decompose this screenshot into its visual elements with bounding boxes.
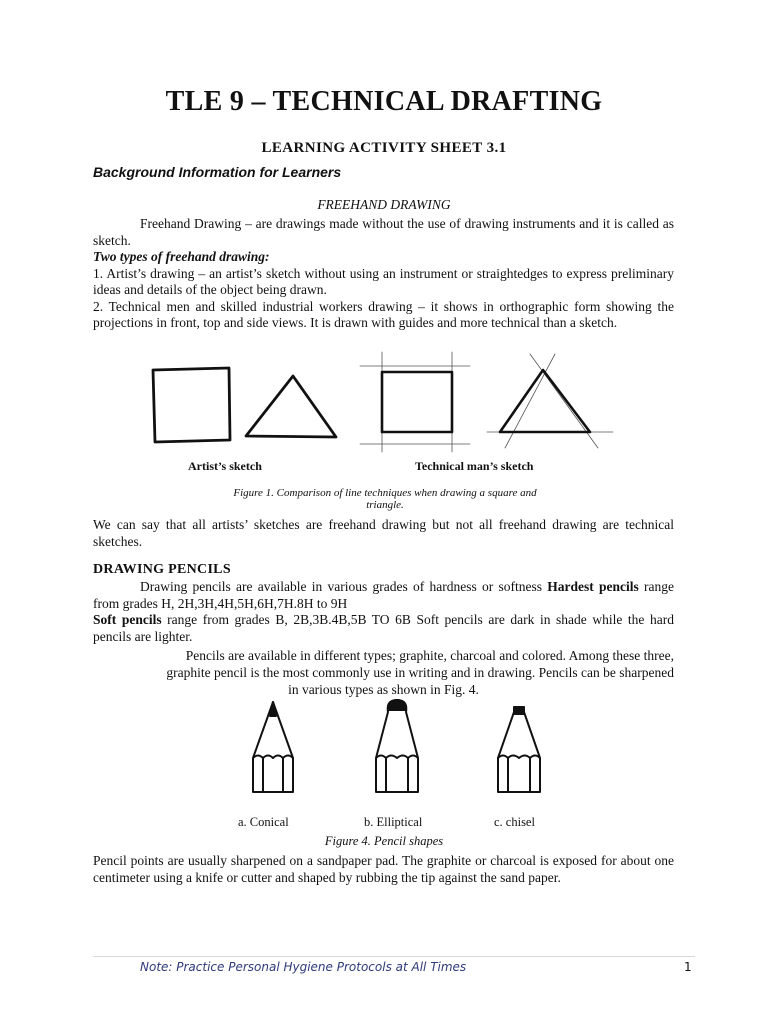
pencil-types-line2: graphite pencil is the most commonly use in writing and in drawing. Pencils can be sharpened bbox=[166, 665, 674, 680]
label-conical: a. Conical bbox=[238, 815, 289, 829]
footer-note: Note: Practice Personal Hygiene Protocols at All Times bbox=[140, 960, 467, 974]
figure1-caption-line2: triangle. bbox=[366, 499, 404, 511]
artist-triangle bbox=[246, 376, 336, 437]
types-heading: Two types of freehand drawing: bbox=[93, 249, 270, 264]
hardest-pencils-term: Hardest pencils bbox=[547, 579, 639, 594]
hard-pencils-intro: Drawing pencils are available in various grades of hardness or softness bbox=[140, 579, 548, 594]
pencil-types-line3: in various types as shown in Fig. 4. bbox=[288, 682, 479, 697]
hard-pencils-grades: range from grades H, 2H,3H,4H,5H,6H,7H.8H to 9H bbox=[93, 579, 674, 611]
pencils-section bbox=[93, 579, 674, 645]
label-elliptical: b. Elliptical bbox=[364, 815, 423, 829]
freehand-section bbox=[93, 216, 674, 332]
soft-pencils-term: Soft pencils bbox=[93, 612, 162, 627]
technical-square bbox=[382, 372, 452, 432]
page-title: TLE 9 – TECHNICAL DRAFTING bbox=[165, 86, 603, 117]
closing-paragraph: Pencil points are usually sharpened on a sandpaper pad. The graphite or charcoal is exposed for about one centimeter using a knife or cutter and shaped by rubbing the tip against the sand paper. bbox=[93, 853, 674, 885]
freehand-heading: FREEHAND DRAWING bbox=[317, 197, 451, 212]
soft-pencils-grades: range from grades B, 2B,3B.4B,5B TO 6B Soft pencils are dark in shade while the hard pencils are lighter. bbox=[93, 612, 674, 644]
figure4-caption: Figure 4. Pencil shapes bbox=[324, 834, 444, 848]
conclusion-paragraph: We can say that all artists’ sketches are freehand drawing but not all freehand drawing are technical sketches. bbox=[93, 517, 674, 549]
elliptical-pencil bbox=[376, 700, 418, 792]
figure1-caption bbox=[160, 487, 610, 511]
label-chisel: c. chisel bbox=[494, 815, 535, 829]
freehand-definition: Freehand Drawing – are drawings made without the use of drawing instruments and it is called as sketch. bbox=[93, 216, 674, 248]
page-number: 1 bbox=[684, 960, 692, 974]
soft-pencils-paragraph bbox=[93, 612, 674, 645]
drawing-pencils-heading: DRAWING PENCILS bbox=[93, 562, 231, 577]
pencil-types-paragraph bbox=[93, 647, 674, 698]
technical-sketch-label: Technical man’s sketch bbox=[415, 459, 534, 473]
technical-triangle bbox=[500, 370, 590, 432]
pencil-types-line1: Pencils are available in different types; graphite, charcoal and colored. Among these three, bbox=[185, 648, 674, 663]
figure1-caption-line1: Figure 1. Comparison of line techniques when drawing a square and bbox=[233, 487, 537, 499]
background-info-label: Background Information for Learners bbox=[93, 164, 342, 180]
artist-square bbox=[153, 368, 230, 442]
figure1-illustration bbox=[0, 352, 768, 482]
type-technical-drawing: 2. Technical men and skilled industrial workers drawing – it shows in orthographic form showing the projections in front, top and side views. It is drawn with guides and more technical than a sketch. bbox=[93, 298, 674, 330]
hard-pencils-paragraph bbox=[93, 579, 674, 612]
technical-guide-lines bbox=[360, 352, 613, 452]
artist-sketch-label: Artist’s sketch bbox=[188, 459, 262, 473]
activity-sheet-subtitle: LEARNING ACTIVITY SHEET 3.1 bbox=[261, 140, 507, 156]
figure4-illustration bbox=[0, 698, 768, 808]
type-artist-drawing: 1. Artist’s drawing – an artist’s sketch without using an instrument or straightedges to express preliminary ideas and details of the object being drawn. bbox=[93, 265, 674, 297]
conical-pencil bbox=[253, 702, 293, 792]
footer-divider bbox=[93, 956, 695, 957]
chisel-pencil bbox=[498, 707, 540, 792]
